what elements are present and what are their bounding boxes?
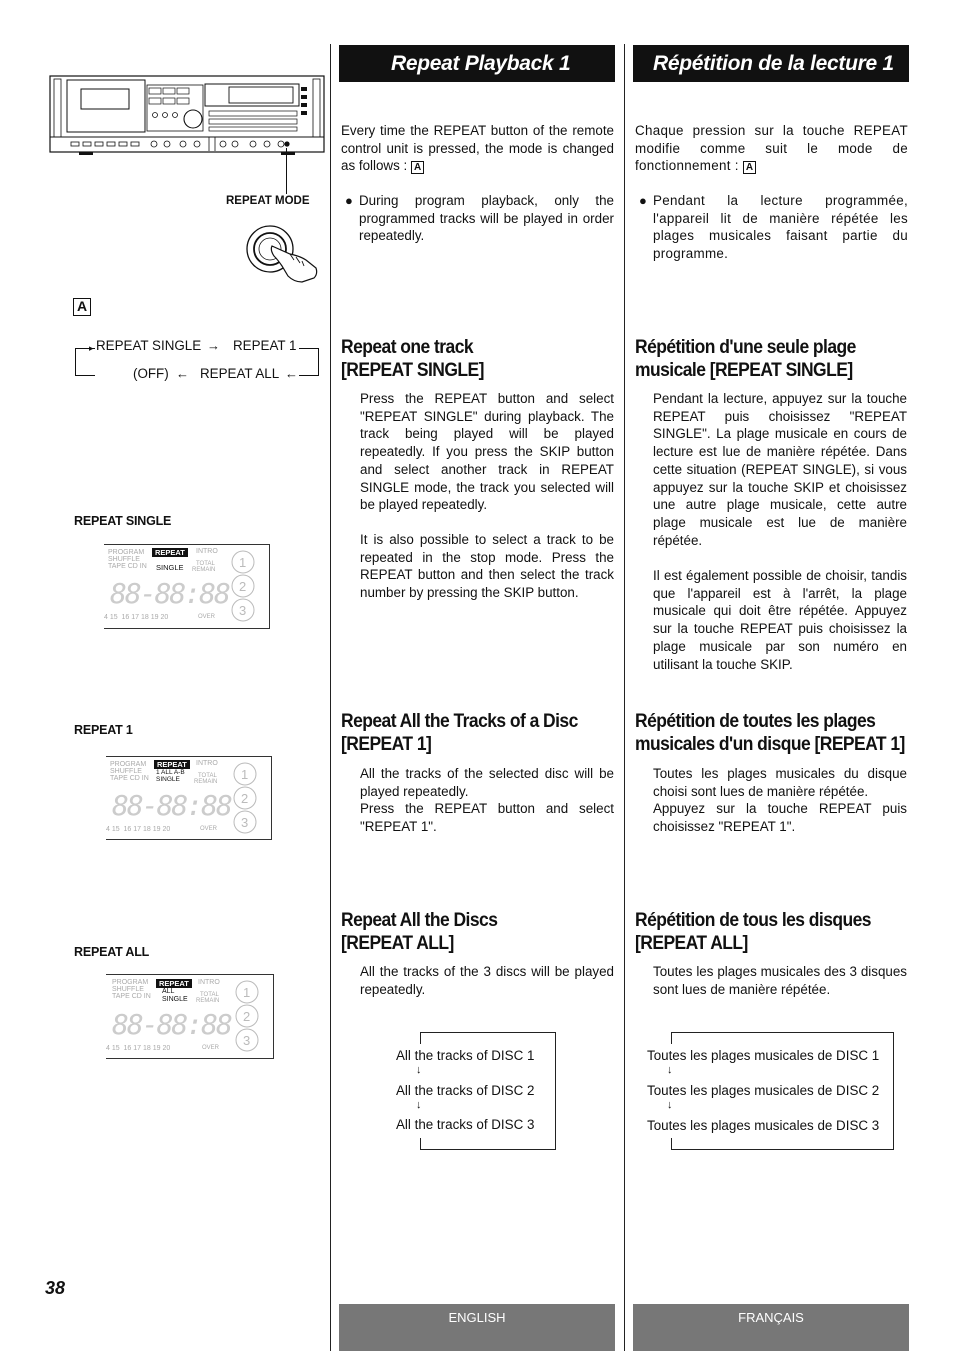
lcd-over: OVER	[198, 614, 216, 620]
english-section1-p1: Press the REPEAT button and select "REPEAT SINGLE" during playback. The track being played will be played repeatedly. If you press the SKIP button and select another track in REPEAT SINGLE mode, the track you selected will be played repeatedly.	[360, 391, 614, 513]
lcd-digits: 88-88:88	[110, 577, 229, 610]
lcd-mode: 1 ALL A-B SINGLE	[156, 769, 185, 783]
english-section1-p2: It is also possible to select a track to be repeated in the stop mode. Press the REPEAT button and then select the track number by pressing the SKIP button.	[360, 532, 614, 601]
flow-top-arrow-icon	[671, 1032, 672, 1044]
repeat-cycle-diagram	[73, 336, 323, 384]
title-line: [REPEAT ALL]	[635, 932, 748, 954]
french-intro-ref: A	[743, 161, 757, 174]
cycle-right-bracket	[299, 348, 319, 376]
lcd-over: OVER	[200, 826, 218, 832]
svg-text:1: 1	[241, 767, 249, 782]
title-line: [REPEAT SINGLE]	[341, 359, 484, 381]
lcd-tape: TAPE CD IN	[110, 775, 149, 782]
english-bullet-text: During program playback, only the programmed tracks will be played in order repeatedly.	[359, 193, 614, 244]
title-line: Répétition de toutes les plages	[635, 711, 876, 732]
svg-text:3: 3	[241, 815, 249, 830]
display-label: REPEAT 1	[74, 723, 133, 737]
lcd-panel	[106, 974, 274, 1059]
bullet-icon: ●	[345, 193, 353, 208]
flow-arrow-down-icon: ↓	[416, 1064, 422, 1076]
column-divider-left	[330, 44, 331, 1351]
english-section2-p2: Press the REPEAT button and select "REPEAT 1".	[360, 801, 614, 834]
lcd-repeat-indicator: REPEAT	[154, 760, 190, 769]
cycle-item-repeat-1: REPEAT 1	[233, 338, 297, 353]
lcd-remain: REMAIN	[194, 779, 218, 785]
english-header: Repeat Playback 1	[339, 45, 615, 82]
lcd-track-numbers: 4 15 16 17 18 19 20	[106, 826, 171, 833]
flow-item: Toutes les plages musicales de DISC 2	[647, 1083, 880, 1098]
english-footer-tab: ENGLISH	[339, 1304, 615, 1351]
english-section2-title	[341, 711, 617, 756]
bullet-icon: ●	[639, 193, 648, 208]
display-label: REPEAT SINGLE	[74, 514, 172, 528]
french-section1-title	[635, 337, 911, 382]
display-label: REPEAT ALL	[74, 945, 150, 959]
french-section2-p1: Toutes les plages musicales du disque choisi sont lues de manière répétée.	[653, 766, 907, 799]
lcd-total: TOTAL	[198, 773, 217, 779]
french-section1-p1: Pendant la lecture, appuyez sur la touche REPEAT puis choisissez "REPEAT SINGLE". La plage musicale en cours de lecture est lue de manière répétée. Dans cette situation (REPEAT SINGLE), si vous appuyez sur la touche SKIP et choisissez une autre plage musicale, cette autre plage musicale est lue de manière répétée.	[653, 391, 907, 548]
cycle-item-repeat-all: REPEAT ALL	[200, 366, 280, 381]
flow-top-arrow-icon	[420, 1032, 421, 1044]
lcd-total: TOTAL	[200, 992, 219, 998]
title-line: Repeat All the Discs	[341, 910, 498, 931]
lcd-panel	[104, 544, 270, 629]
lcd-over: OVER	[202, 1045, 220, 1051]
device-illustration	[49, 75, 325, 155]
flow-arrow-down-icon: ↓	[416, 1099, 422, 1111]
lcd-intro: INTRO	[198, 979, 220, 986]
repeat-mode-label: REPEAT MODE	[226, 195, 310, 207]
flow-item: Toutes les plages musicales de DISC 1	[647, 1048, 880, 1063]
flow-item: Toutes les plages musicales de DISC 3	[647, 1118, 880, 1133]
lcd-disc-indicators	[232, 979, 262, 1055]
lcd-digits: 88-88:88	[112, 1008, 231, 1041]
diagram-marker-a: A	[73, 298, 91, 316]
title-line: [REPEAT ALL]	[341, 932, 454, 954]
lcd-repeat-indicator: REPEAT	[156, 979, 192, 988]
title-line: Répétition de tous les disques	[635, 910, 871, 931]
lcd-track-numbers: 4 15 16 17 18 19 20	[104, 614, 169, 621]
svg-text:2: 2	[239, 579, 247, 594]
page-number: 38	[45, 1278, 66, 1298]
svg-text:1: 1	[239, 555, 247, 570]
french-section2-title	[635, 711, 920, 756]
svg-text:1: 1	[243, 985, 251, 1000]
lcd-program: PROGRAM	[110, 761, 147, 768]
english-bullet	[345, 192, 614, 245]
title-line: Repeat one track	[341, 337, 474, 358]
title-line: Répétition d'une seule plage	[635, 337, 856, 358]
french-footer-tab: FRANÇAIS	[633, 1304, 909, 1351]
lcd-intro: INTRO	[196, 760, 218, 767]
lcd-track-numbers: 4 15 16 17 18 19 20	[106, 1045, 171, 1052]
svg-text:3: 3	[243, 1033, 251, 1048]
lcd-mode: ALL SINGLE	[162, 988, 188, 1003]
flow-bottom-line	[420, 1138, 421, 1150]
french-bullet	[639, 192, 908, 263]
english-intro	[341, 122, 614, 175]
lcd-program: PROGRAM	[112, 979, 149, 986]
title-line: [REPEAT 1]	[341, 733, 432, 755]
lcd-tape: TAPE CD IN	[108, 563, 147, 570]
lcd-shuffle: SHUFFLE	[110, 768, 142, 775]
column-divider-right	[624, 44, 625, 1351]
lcd-mode: SINGLE	[156, 563, 184, 572]
english-section1-title	[341, 337, 617, 382]
flow-item: All the tracks of DISC 1	[396, 1048, 535, 1063]
french-intro-text: Chaque pression sur la touche REPEAT modifie comme suit le mode de fonctionnement :	[635, 123, 908, 174]
lcd-repeat-indicator: REPEAT	[152, 548, 188, 557]
french-section2-p2: Appuyez sur la touche REPEAT puis choisissez "REPEAT 1".	[653, 801, 907, 834]
english-intro-ref: A	[411, 161, 424, 174]
cycle-item-repeat-single: REPEAT SINGLE	[96, 338, 202, 353]
lcd-disc-indicators	[228, 549, 258, 625]
english-section3-p1: All the tracks of the 3 discs will be played repeatedly.	[360, 964, 614, 997]
french-header: Répétition de la lecture 1	[633, 45, 909, 82]
lcd-digits: 88-88:88	[112, 789, 231, 822]
lcd-remain: REMAIN	[196, 998, 220, 1004]
flow-item: All the tracks of DISC 2	[396, 1083, 535, 1098]
lcd-shuffle: SHUFFLE	[108, 556, 140, 563]
lcd-panel	[106, 756, 272, 840]
lcd-remain: REMAIN	[192, 567, 216, 573]
french-intro	[635, 122, 908, 175]
french-section3-title	[635, 910, 911, 955]
french-section1-p2: Il est également possible de choisir, tandis que l'appareil est à l'arrêt, la plage musicale qui doit être répétée. Appuyez sur la touche REPEAT puis choisissez la plage musicale par son numéro en utilisant la touche SKIP.	[653, 568, 907, 672]
cycle-arrow-head-in: ▸	[89, 343, 94, 353]
cycle-arrow-left-icon: ←	[176, 366, 189, 381]
svg-text:2: 2	[241, 791, 249, 806]
lcd-disc-indicators	[230, 761, 260, 837]
lcd-total: TOTAL	[196, 561, 215, 567]
english-section2-p1: All the tracks of the selected disc will be played repeatedly.	[360, 766, 614, 799]
english-section3-title	[341, 910, 617, 955]
flow-arrow-down-icon: ↓	[667, 1099, 673, 1111]
lcd-program: PROGRAM	[108, 549, 145, 556]
flow-arrow-down-icon: ↓	[667, 1064, 673, 1076]
lcd-shuffle: SHUFFLE	[112, 986, 144, 993]
svg-text:3: 3	[239, 603, 247, 618]
title-line: Repeat All the Tracks of a Disc	[341, 711, 578, 732]
french-bullet-text: Pendant la lecture programmée, l'appareil lit de manière répétée les plages musicales faisant partie du programme.	[653, 193, 908, 262]
svg-text:2: 2	[243, 1009, 251, 1024]
repeat-button-press-illustration	[244, 222, 320, 284]
french-section3-p1: Toutes les plages musicales des 3 disques sont lues de manière répétée.	[653, 964, 907, 997]
lcd-intro: INTRO	[196, 548, 218, 555]
cycle-arrow-right-icon: →	[207, 338, 220, 353]
lcd-tape: TAPE CD IN	[112, 993, 151, 1000]
title-line: musicale [REPEAT SINGLE]	[635, 359, 853, 381]
title-line: musicales d'un disque [REPEAT 1]	[635, 733, 905, 755]
english-intro-text: Every time the REPEAT button of the remote control unit is pressed, the mode is changed as follows :	[341, 123, 614, 174]
flow-bottom-line	[671, 1138, 672, 1150]
flow-item: All the tracks of DISC 3	[396, 1117, 535, 1132]
repeat-mode-pointer-line	[286, 148, 287, 194]
cycle-arrow-left-icon: ←	[285, 366, 298, 381]
cycle-item-off: (OFF)	[133, 366, 169, 381]
